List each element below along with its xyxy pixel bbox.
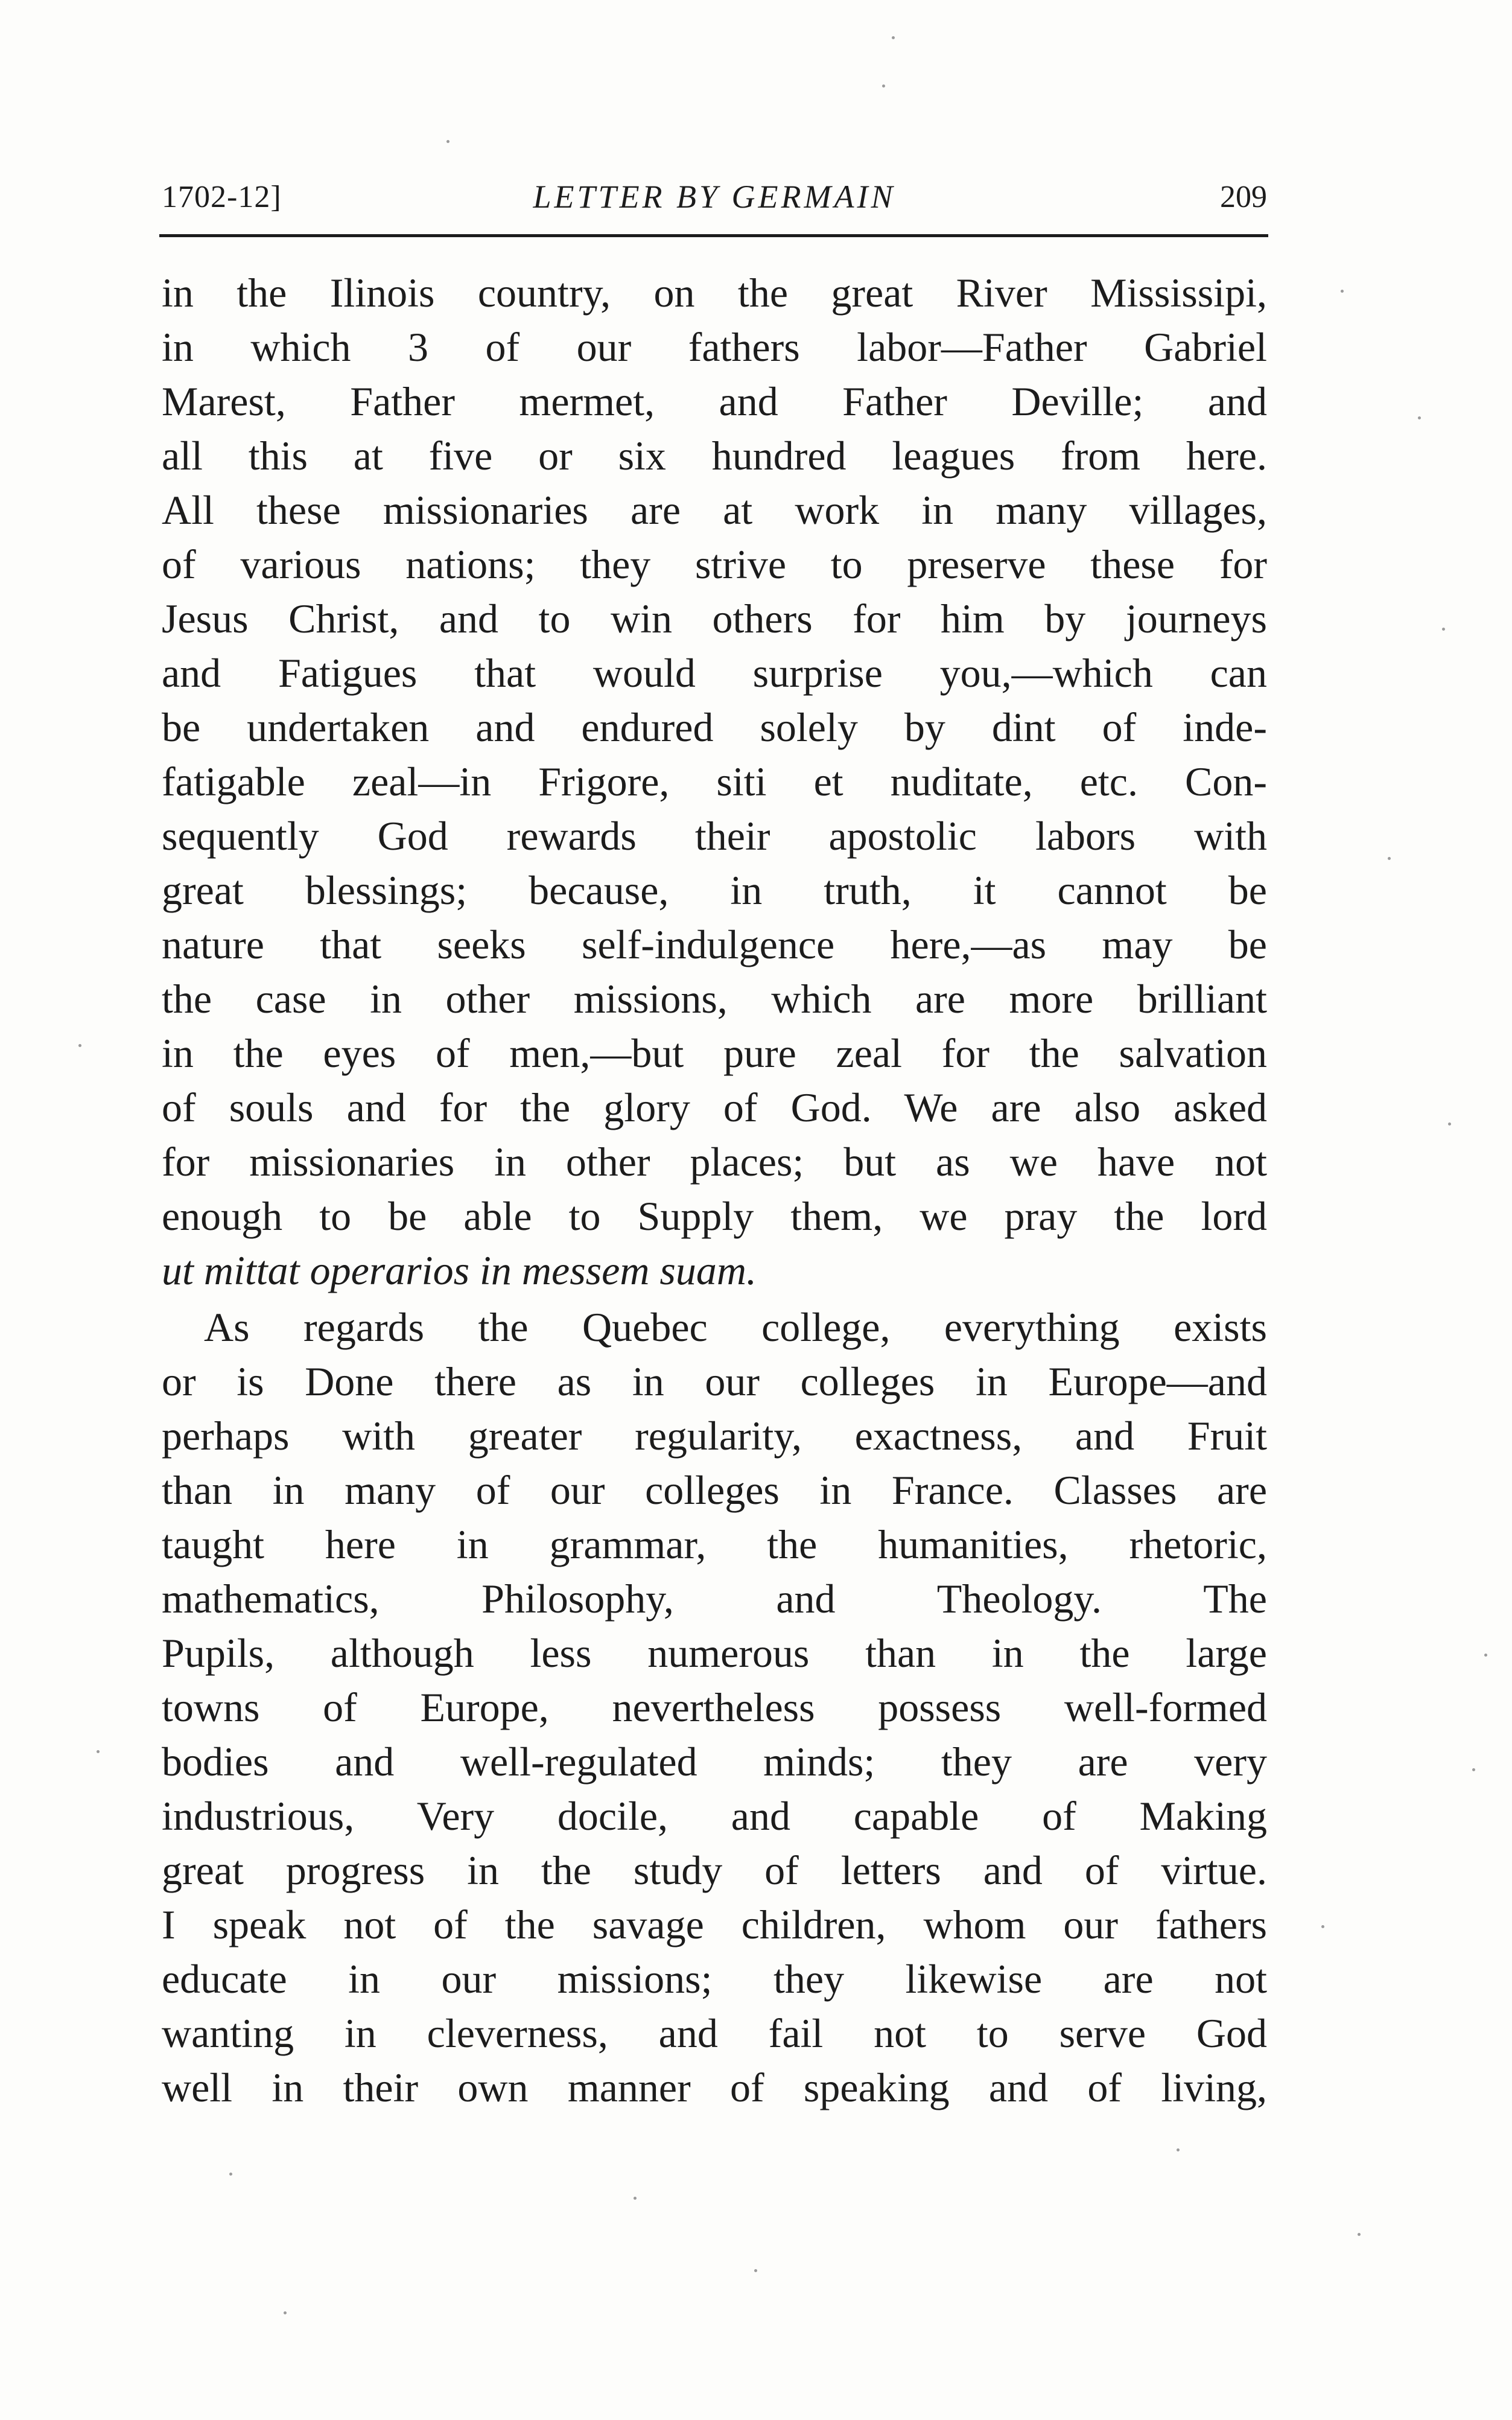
text-line: and Fatigues that would surprise you,—which can	[162, 650, 1267, 696]
text-line: the case in other missions, which are more brilliant	[162, 976, 1267, 1022]
text-line: enough to be able to Supply them, we pray the lord	[162, 1193, 1267, 1239]
text-line: bodies and well-regulated minds; they are very	[162, 1739, 1267, 1785]
text-line: of various nations; they strive to preserve these for	[162, 541, 1267, 587]
header-rule	[159, 234, 1268, 237]
text-line: Pupils, although less numerous than in the large	[162, 1630, 1267, 1676]
latin-quote-line: ut mittat operarios in messem suam.	[162, 1247, 757, 1293]
text-line: of souls and for the glory of God. We are also asked	[162, 1084, 1267, 1130]
text-line: I speak not of the savage children, whom our fathers	[162, 1902, 1267, 1947]
text-line: for missionaries in other places; but as we have not	[162, 1139, 1267, 1185]
text-line: mathematics, Philosophy, and Theology. The	[162, 1576, 1267, 1622]
text-line: great progress in the study of letters and of virtue.	[162, 1847, 1267, 1893]
text-line: All these missionaries are at work in many villages,	[162, 487, 1267, 533]
text-line: nature that seeks self-indulgence here,—as may be	[162, 922, 1267, 967]
text-line: sequently God rewards their apostolic labors with	[162, 813, 1267, 859]
text-line: than in many of our colleges in France. Classes are	[162, 1467, 1267, 1513]
header-title: LETTER BY GERMAIN	[533, 179, 896, 215]
text-line: towns of Europe, nevertheless possess well-formed	[162, 1684, 1267, 1730]
text-line: in the Ilinois country, on the great River Mississipi,	[162, 270, 1267, 316]
text-line: taught here in grammar, the humanities, rhetoric,	[162, 1521, 1267, 1567]
page-number: 209	[1220, 180, 1267, 214]
text-line: industrious, Very docile, and capable of Making	[162, 1793, 1267, 1839]
text-line: in the eyes of men,—but pure zeal for the salvation	[162, 1030, 1267, 1076]
text-line: Marest, Father mermet, and Father Deville; and	[162, 378, 1267, 424]
paragraph-1	[162, 266, 1267, 1298]
running-header	[162, 172, 1267, 226]
text-line: well in their own manner of speaking and of living,	[162, 2065, 1267, 2110]
text-line: As regards the Quebec college, everything exists	[204, 1304, 1267, 1350]
text-line: perhaps with greater regularity, exactness, and Fruit	[162, 1413, 1267, 1459]
text-line: educate in our missions; they likewise are not	[162, 1956, 1267, 2002]
header-date-range: 1702-12]	[162, 180, 282, 214]
text-line: wanting in cleverness, and fail not to serve God	[162, 2010, 1267, 2056]
text-line: Jesus Christ, and to win others for him by journeys	[162, 596, 1267, 642]
text-line: all this at five or six hundred leagues from here.	[162, 433, 1267, 479]
body-text	[162, 266, 1267, 2115]
text-line: be undertaken and endured solely by dint of inde-	[162, 704, 1267, 750]
paragraph-2	[162, 1300, 1267, 2115]
text-line: or is Done there as in our colleges in Europe—and	[162, 1358, 1267, 1404]
text-line: great blessings; because, in truth, it cannot be	[162, 867, 1267, 913]
text-line: fatigable zeal—in Frigore, siti et nuditate, etc. Con-	[162, 759, 1267, 804]
text-line: in which 3 of our fathers labor—Father Gabriel	[162, 324, 1267, 370]
